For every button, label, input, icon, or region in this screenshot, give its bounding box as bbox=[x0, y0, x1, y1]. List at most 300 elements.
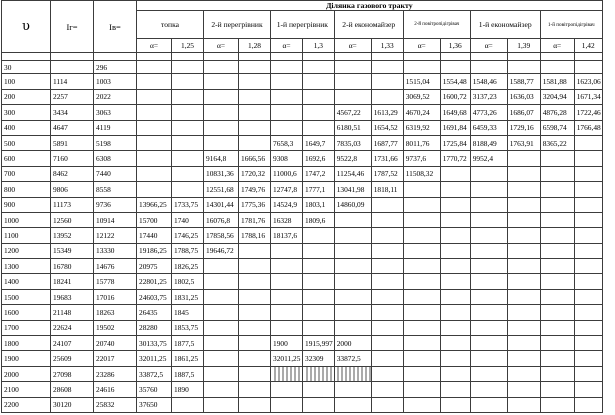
table-cell bbox=[507, 228, 540, 243]
table-cell: 1686,07 bbox=[507, 105, 540, 120]
table-cell bbox=[507, 320, 540, 335]
table-cell bbox=[172, 74, 204, 89]
table-cell: 8011,76 bbox=[403, 135, 440, 150]
table-cell: 1500 bbox=[2, 289, 51, 304]
table-cell: 1666,56 bbox=[239, 151, 271, 166]
table-cell: 30133,75 bbox=[137, 336, 172, 351]
table-cell bbox=[470, 61, 507, 74]
table-cell: 13330 bbox=[94, 243, 137, 258]
table-row bbox=[2, 89, 603, 104]
table-cell bbox=[239, 120, 271, 135]
table-cell: 12560 bbox=[51, 212, 94, 227]
table-cell: 3204,94 bbox=[540, 89, 574, 104]
table-cell bbox=[371, 289, 403, 304]
table-cell bbox=[440, 259, 470, 274]
table-cell bbox=[403, 182, 440, 197]
table-cell bbox=[239, 259, 271, 274]
table-cell bbox=[172, 166, 204, 181]
table-cell: 1788,75 bbox=[172, 243, 204, 258]
table-cell bbox=[334, 61, 371, 74]
table-cell bbox=[540, 228, 574, 243]
table-cell: 23286 bbox=[94, 366, 137, 381]
section-header: 1-й повітропідігрівач bbox=[540, 11, 602, 39]
table-cell: 1729,16 bbox=[507, 120, 540, 135]
table-cell: 1722,46 bbox=[574, 105, 602, 120]
table-cell: 16780 bbox=[51, 259, 94, 274]
empty-cell bbox=[403, 53, 440, 61]
table-cell: 12122 bbox=[94, 228, 137, 243]
table-cell: 19186,25 bbox=[137, 243, 172, 258]
table-cell bbox=[303, 259, 335, 274]
table-cell: 1400 bbox=[2, 274, 51, 289]
table-cell bbox=[403, 382, 440, 397]
table-cell: 18263 bbox=[94, 305, 137, 320]
table-cell bbox=[440, 228, 470, 243]
empty-cell bbox=[334, 53, 371, 61]
alpha-value: 1,25 bbox=[172, 39, 204, 53]
section-header: 2-й економайзер bbox=[334, 11, 403, 39]
table-cell bbox=[574, 166, 602, 181]
table-cell bbox=[303, 228, 335, 243]
table-cell: 1803,1 bbox=[303, 197, 335, 212]
table-cell bbox=[507, 197, 540, 212]
table-cell: 1623,06 bbox=[574, 74, 602, 89]
table-cell: 2257 bbox=[51, 89, 94, 104]
table-cell: 7440 bbox=[94, 166, 137, 181]
empty-cell bbox=[271, 53, 303, 61]
table-cell bbox=[239, 89, 271, 104]
table-cell: 9736 bbox=[94, 197, 137, 212]
table-cell: 1600,72 bbox=[440, 89, 470, 104]
table-cell: 6598,74 bbox=[540, 120, 574, 135]
alpha-value: 1,42 bbox=[574, 39, 602, 53]
table-cell bbox=[440, 397, 470, 412]
table-row bbox=[2, 74, 603, 89]
table-cell bbox=[172, 151, 204, 166]
empty-cell bbox=[470, 53, 507, 61]
table-cell bbox=[574, 61, 602, 74]
table-cell: 9806 bbox=[51, 182, 94, 197]
table-cell bbox=[334, 259, 371, 274]
table-cell: 18241 bbox=[51, 274, 94, 289]
table-cell: 7658,3 bbox=[271, 135, 303, 150]
table-row bbox=[2, 351, 603, 366]
table-cell: 1733,75 bbox=[172, 197, 204, 212]
table-cell bbox=[303, 320, 335, 335]
table-cell bbox=[403, 259, 440, 274]
table-cell: 1100 bbox=[2, 228, 51, 243]
section-header: топка bbox=[137, 11, 204, 39]
table-cell: 14860,09 bbox=[334, 197, 371, 212]
alpha-value: 1,39 bbox=[507, 39, 540, 53]
table-cell: 3137,23 bbox=[470, 89, 507, 104]
section-header: 2-й повітропідігрівач bbox=[403, 11, 470, 39]
table-cell: 1613,29 bbox=[371, 105, 403, 120]
table-cell bbox=[574, 243, 602, 258]
table-cell bbox=[574, 366, 602, 381]
table-cell bbox=[204, 89, 239, 104]
table-cell bbox=[507, 366, 540, 381]
table-cell bbox=[574, 305, 602, 320]
table-cell: 4876,28 bbox=[540, 105, 574, 120]
table-cell bbox=[540, 197, 574, 212]
table-cell bbox=[303, 366, 335, 381]
table-cell: 28280 bbox=[137, 320, 172, 335]
table-row bbox=[2, 289, 603, 304]
table-cell: 10914 bbox=[94, 212, 137, 227]
col-header-upsilon: υ bbox=[2, 1, 51, 53]
table-cell: 1588,77 bbox=[507, 74, 540, 89]
table-cell: 1831,25 bbox=[172, 289, 204, 304]
table-cell bbox=[540, 182, 574, 197]
table-cell: 1775,36 bbox=[239, 197, 271, 212]
table-cell bbox=[303, 61, 335, 74]
table-cell: 6459,33 bbox=[470, 120, 507, 135]
table-cell bbox=[574, 228, 602, 243]
table-cell: 16328 bbox=[271, 212, 303, 227]
table-cell: 15700 bbox=[137, 212, 172, 227]
table-cell: 27098 bbox=[51, 366, 94, 381]
table-cell: 8365,22 bbox=[540, 135, 574, 150]
table-cell bbox=[574, 135, 602, 150]
table-cell bbox=[271, 289, 303, 304]
table-cell: 2100 bbox=[2, 382, 51, 397]
table-cell: 1787,52 bbox=[371, 166, 403, 181]
table-row bbox=[2, 182, 603, 197]
table-cell bbox=[507, 212, 540, 227]
table-cell bbox=[470, 366, 507, 381]
table-cell bbox=[540, 61, 574, 74]
empty-cell bbox=[94, 53, 137, 61]
table-cell: 4567,22 bbox=[334, 105, 371, 120]
table-cell bbox=[371, 89, 403, 104]
table-cell: 1766,48 bbox=[574, 120, 602, 135]
table-cell: 1915,997 bbox=[303, 336, 335, 351]
table-cell bbox=[334, 289, 371, 304]
table-cell bbox=[334, 397, 371, 412]
table-cell: 300 bbox=[2, 105, 51, 120]
table-cell: 28608 bbox=[51, 382, 94, 397]
alpha-value: 1,28 bbox=[239, 39, 271, 53]
table-cell bbox=[574, 259, 602, 274]
table-cell bbox=[507, 397, 540, 412]
table-cell bbox=[239, 320, 271, 335]
table-cell: 9522,8 bbox=[334, 151, 371, 166]
table-cell: 1746,25 bbox=[172, 228, 204, 243]
table-cell: 12747,8 bbox=[271, 182, 303, 197]
table-cell bbox=[204, 397, 239, 412]
table-cell bbox=[172, 105, 204, 120]
alpha-label: α= bbox=[470, 39, 507, 53]
table-cell: 1554,48 bbox=[440, 74, 470, 89]
table-cell: 4773,26 bbox=[470, 105, 507, 120]
table-cell bbox=[507, 289, 540, 304]
table-cell: 2000 bbox=[334, 336, 371, 351]
table-cell bbox=[204, 382, 239, 397]
table-cell: 600 bbox=[2, 151, 51, 166]
table-cell bbox=[334, 89, 371, 104]
empty-cell bbox=[239, 53, 271, 61]
table-cell bbox=[334, 366, 371, 381]
table-cell bbox=[507, 274, 540, 289]
table-cell bbox=[470, 336, 507, 351]
table-cell bbox=[137, 89, 172, 104]
table-cell bbox=[470, 320, 507, 335]
alpha-value: 1,3 bbox=[303, 39, 335, 53]
table-cell bbox=[271, 74, 303, 89]
table-cell: 25832 bbox=[94, 397, 137, 412]
table-cell bbox=[440, 351, 470, 366]
table-cell bbox=[440, 289, 470, 304]
table-cell: 32011,25 bbox=[137, 351, 172, 366]
table-cell: 1853,75 bbox=[172, 320, 204, 335]
table-cell bbox=[540, 336, 574, 351]
table-row bbox=[2, 397, 603, 412]
table-cell bbox=[574, 197, 602, 212]
table-cell: 24616 bbox=[94, 382, 137, 397]
table-cell: 1877,5 bbox=[172, 336, 204, 351]
table-cell bbox=[271, 105, 303, 120]
table-cell bbox=[334, 228, 371, 243]
table-cell bbox=[371, 61, 403, 74]
table-cell bbox=[204, 351, 239, 366]
table-row bbox=[2, 105, 603, 120]
table-cell bbox=[403, 289, 440, 304]
table-cell bbox=[204, 289, 239, 304]
table-cell bbox=[204, 336, 239, 351]
table-cell: 3069,52 bbox=[403, 89, 440, 104]
table-cell: 24603,75 bbox=[137, 289, 172, 304]
empty-cell bbox=[204, 53, 239, 61]
table-cell bbox=[540, 243, 574, 258]
table-cell bbox=[470, 289, 507, 304]
table-cell: 1003 bbox=[94, 74, 137, 89]
table-cell bbox=[403, 197, 440, 212]
table-cell bbox=[470, 243, 507, 258]
table-cell bbox=[239, 305, 271, 320]
table-cell bbox=[470, 382, 507, 397]
table-cell: 1654,52 bbox=[371, 120, 403, 135]
table-cell bbox=[334, 243, 371, 258]
table-cell bbox=[470, 397, 507, 412]
table-cell: 20740 bbox=[94, 336, 137, 351]
table-cell bbox=[540, 397, 574, 412]
table-row bbox=[2, 212, 603, 227]
table-cell: 1887,5 bbox=[172, 366, 204, 381]
table-cell bbox=[271, 320, 303, 335]
table-cell bbox=[303, 289, 335, 304]
table-cell bbox=[440, 305, 470, 320]
table-cell: 10831,36 bbox=[204, 166, 239, 181]
table-cell: 9308 bbox=[271, 151, 303, 166]
table-cell bbox=[371, 243, 403, 258]
table-cell: 2000 bbox=[2, 366, 51, 381]
table-cell bbox=[540, 212, 574, 227]
table-row bbox=[2, 166, 603, 181]
table-cell bbox=[303, 243, 335, 258]
table-cell: 400 bbox=[2, 120, 51, 135]
table-cell: 900 bbox=[2, 197, 51, 212]
table-cell: 700 bbox=[2, 166, 51, 181]
table-cell: 1777,1 bbox=[303, 182, 335, 197]
table-row bbox=[2, 366, 603, 381]
table-cell bbox=[204, 120, 239, 135]
table-cell: 30120 bbox=[51, 397, 94, 412]
table-cell: 14676 bbox=[94, 259, 137, 274]
table-cell bbox=[334, 274, 371, 289]
table-cell: 1581,88 bbox=[540, 74, 574, 89]
table-cell bbox=[204, 105, 239, 120]
table-cell: 1861,25 bbox=[172, 351, 204, 366]
table-cell bbox=[371, 397, 403, 412]
empty-cell bbox=[574, 53, 602, 61]
table-cell bbox=[574, 289, 602, 304]
table-cell bbox=[371, 212, 403, 227]
table-cell bbox=[204, 74, 239, 89]
table-cell: 1826,25 bbox=[172, 259, 204, 274]
table-cell bbox=[403, 212, 440, 227]
alpha-label: α= bbox=[271, 39, 303, 53]
enthalpy-table bbox=[1, 0, 603, 413]
table-cell bbox=[371, 259, 403, 274]
table-cell: 9164,8 bbox=[204, 151, 239, 166]
table-row bbox=[2, 243, 603, 258]
table-cell bbox=[334, 212, 371, 227]
table-cell: 30 bbox=[2, 61, 51, 74]
table-cell bbox=[303, 305, 335, 320]
table-cell: 5198 bbox=[94, 135, 137, 150]
table-cell: 1671,34 bbox=[574, 89, 602, 104]
table-cell bbox=[271, 120, 303, 135]
table-cell bbox=[271, 61, 303, 74]
table-cell bbox=[403, 228, 440, 243]
table-cell: 22017 bbox=[94, 351, 137, 366]
table-cell: 5891 bbox=[51, 135, 94, 150]
table-cell bbox=[172, 120, 204, 135]
table-cell bbox=[303, 274, 335, 289]
table-cell bbox=[137, 61, 172, 74]
table-row bbox=[2, 274, 603, 289]
table-cell bbox=[403, 336, 440, 351]
alpha-label: α= bbox=[403, 39, 440, 53]
table-cell: 11508,32 bbox=[403, 166, 440, 181]
table-cell: 1900 bbox=[2, 351, 51, 366]
table-cell bbox=[540, 259, 574, 274]
table-cell bbox=[204, 274, 239, 289]
table-row bbox=[2, 197, 603, 212]
table-cell: 17440 bbox=[137, 228, 172, 243]
table-cell bbox=[440, 366, 470, 381]
table-cell: 11173 bbox=[51, 197, 94, 212]
table-cell bbox=[204, 135, 239, 150]
table-cell bbox=[239, 274, 271, 289]
table-cell: 1720,32 bbox=[239, 166, 271, 181]
table-cell: 8558 bbox=[94, 182, 137, 197]
table-cell bbox=[334, 382, 371, 397]
table-cell: 22801,25 bbox=[137, 274, 172, 289]
table-cell: 16076,8 bbox=[204, 212, 239, 227]
alpha-label: α= bbox=[334, 39, 371, 53]
table-cell: 1781,76 bbox=[239, 212, 271, 227]
table-row bbox=[2, 135, 603, 150]
table-cell bbox=[470, 212, 507, 227]
table-cell bbox=[470, 228, 507, 243]
empty-cell bbox=[2, 53, 51, 61]
table-cell bbox=[371, 305, 403, 320]
empty-cell bbox=[303, 53, 335, 61]
table-cell bbox=[371, 228, 403, 243]
table-cell bbox=[574, 397, 602, 412]
table-cell: 1740 bbox=[172, 212, 204, 227]
table-row bbox=[2, 228, 603, 243]
table-cell: 8188,49 bbox=[470, 135, 507, 150]
table-cell: 1900 bbox=[271, 336, 303, 351]
table-cell: 14524,9 bbox=[271, 197, 303, 212]
table-cell bbox=[239, 135, 271, 150]
table-cell: 11254,46 bbox=[334, 166, 371, 181]
table-cell: 17858,56 bbox=[204, 228, 239, 243]
table-cell bbox=[507, 336, 540, 351]
table-row bbox=[2, 151, 603, 166]
table-cell bbox=[574, 320, 602, 335]
table-cell bbox=[574, 274, 602, 289]
table-cell bbox=[303, 120, 335, 135]
table-cell: 4647 bbox=[51, 120, 94, 135]
col-header-ib: Iв= bbox=[94, 1, 137, 53]
table-cell: 19502 bbox=[94, 320, 137, 335]
table-cell: 1890 bbox=[172, 382, 204, 397]
table-cell: 25609 bbox=[51, 351, 94, 366]
table-cell bbox=[334, 305, 371, 320]
table-cell bbox=[271, 89, 303, 104]
table-cell bbox=[303, 397, 335, 412]
table-cell: 1515,04 bbox=[403, 74, 440, 89]
table-cell: 6308 bbox=[94, 151, 137, 166]
table-cell: 1818,11 bbox=[371, 182, 403, 197]
empty-cell bbox=[137, 53, 172, 61]
table-cell: 11000,6 bbox=[271, 166, 303, 181]
table-cell bbox=[271, 366, 303, 381]
table-cell bbox=[440, 243, 470, 258]
table-cell bbox=[507, 182, 540, 197]
alpha-label: α= bbox=[540, 39, 574, 53]
tract-title: Ділянка газового тракту bbox=[137, 1, 603, 11]
table-cell: 1649,7 bbox=[303, 135, 335, 150]
table-cell bbox=[440, 382, 470, 397]
table-cell: 1802,5 bbox=[172, 274, 204, 289]
table-cell bbox=[403, 397, 440, 412]
table-cell: 1747,2 bbox=[303, 166, 335, 181]
table-cell bbox=[440, 197, 470, 212]
table-cell: 14301,44 bbox=[204, 197, 239, 212]
table-cell bbox=[137, 166, 172, 181]
table-cell bbox=[540, 320, 574, 335]
table-cell bbox=[470, 305, 507, 320]
table-cell bbox=[403, 274, 440, 289]
table-cell bbox=[239, 61, 271, 74]
table-cell: 9737,6 bbox=[403, 151, 440, 166]
table-cell bbox=[371, 382, 403, 397]
table-cell: 7160 bbox=[51, 151, 94, 166]
table-cell bbox=[574, 212, 602, 227]
table-cell bbox=[204, 61, 239, 74]
table-cell: 800 bbox=[2, 182, 51, 197]
table-cell: 37650 bbox=[137, 397, 172, 412]
table-cell: 19683 bbox=[51, 289, 94, 304]
section-header: 1-й економайзер bbox=[470, 11, 540, 39]
table-cell: 1788,16 bbox=[239, 228, 271, 243]
table-cell bbox=[574, 336, 602, 351]
